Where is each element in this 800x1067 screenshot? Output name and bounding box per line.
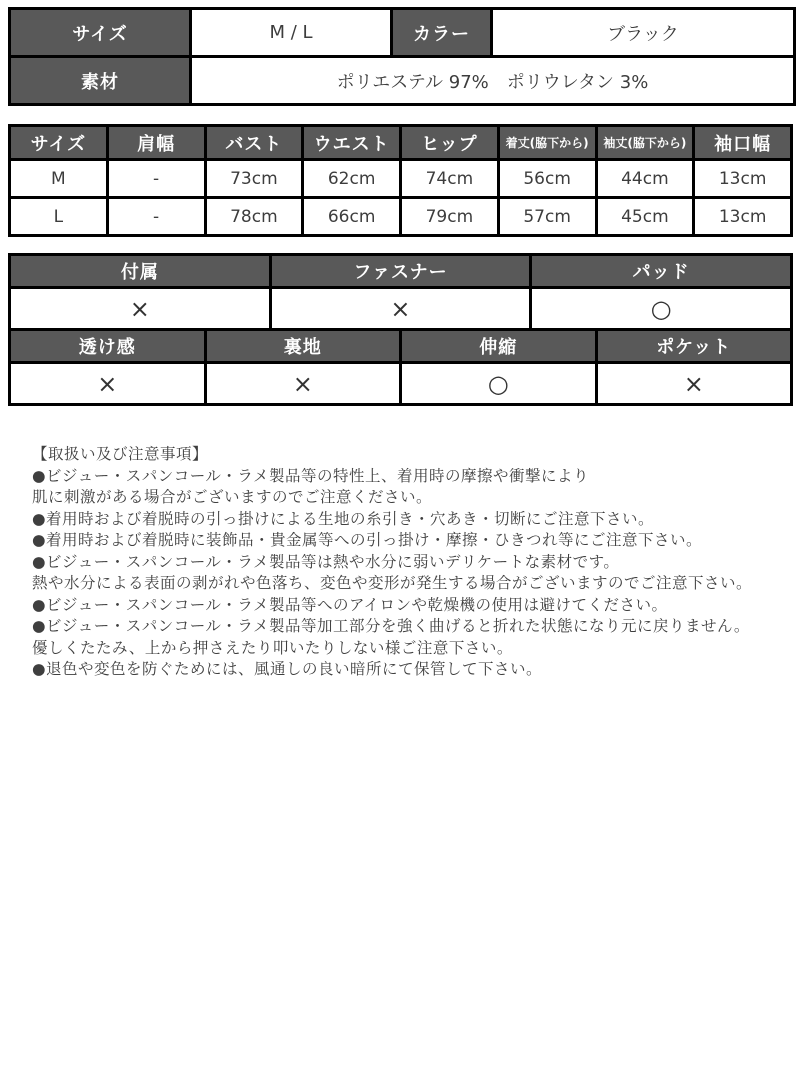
meas-l-cuff: 13cm — [694, 198, 792, 236]
note-line: ●着用時および着脱時に装飾品・貴金属等への引っ掛け・摩擦・ひきつれ等にご注意下さい。 — [32, 531, 703, 549]
feat-header-stretch: 伸縮 — [401, 330, 597, 363]
features-table-b — [8, 328, 793, 406]
features-table-a — [8, 253, 793, 331]
color-value-cell: ブラック — [492, 9, 795, 57]
feat-header-pocket: ポケット — [596, 330, 792, 363]
meas-header-size: サイズ — [10, 126, 108, 160]
note-line: ●退色や変色を防ぐためには、風通しの良い暗所にて保管して下さい。 — [32, 660, 543, 678]
note-line: ●ビジュー・スパンコール・ラメ製品等の特性上、着用時の摩擦や衝撃により — [32, 466, 589, 485]
meas-m-waist: 62cm — [303, 160, 401, 198]
note-line: 肌に刺激がある場合がございますのでご注意ください。 — [32, 488, 433, 506]
notes-title: 【取扱い及び注意事項】 — [32, 445, 209, 463]
feat-header-sheerness: 透け感 — [10, 330, 206, 363]
meas-header-bust: バスト — [205, 126, 303, 160]
material-label-cell: 素材 — [10, 57, 191, 105]
feat-header-accessory: 付属 — [10, 255, 271, 288]
meas-m-hip: 74cm — [401, 160, 499, 198]
meas-l-size: L — [10, 198, 108, 236]
meas-header-length: 着丈(脇下から) — [498, 126, 596, 160]
meas-m-bust: 73cm — [205, 160, 303, 198]
color-label-cell: カラー — [392, 9, 492, 57]
meas-header-hip: ヒップ — [401, 126, 499, 160]
feat-value-fastener: × — [270, 288, 531, 330]
feat-value-pad: ○ — [531, 288, 792, 330]
meas-m-size: M — [10, 160, 108, 198]
note-line: ●ビジュー・スパンコール・ラメ製品等は熱や水分に弱いデリケートな素材です。 — [32, 552, 620, 571]
meas-m-cuff: 13cm — [694, 160, 792, 198]
meas-header-sleeve: 袖丈(脇下から) — [596, 126, 694, 160]
material-value-cell: ポリエステル 97% ポリウレタン 3% — [191, 57, 795, 105]
measurement-row-l — [10, 198, 792, 236]
meas-m-sleeve: 44cm — [596, 160, 694, 198]
meas-l-sleeve: 45cm — [596, 198, 694, 236]
feat-header-pad: パッド — [531, 255, 792, 288]
meas-l-length: 57cm — [498, 198, 596, 236]
note-line: ●着用時および着脱時の引っ掛けによる生地の糸引き・穴あき・切断にご注意下さい。 — [32, 509, 655, 528]
meas-l-shoulder: - — [107, 198, 205, 236]
feat-value-stretch: ○ — [401, 363, 597, 405]
size-value-cell: M / L — [191, 9, 392, 57]
note-line: 熱や水分による表面の剥がれや色落ち、変色や変形が発生する場合がございますのでご注意下さい。 — [32, 574, 753, 592]
measurements-table — [8, 124, 793, 237]
meas-header-cuff: 袖口幅 — [694, 126, 792, 160]
notes-section — [32, 444, 800, 681]
measurement-row-m — [10, 160, 792, 198]
note-line: ●ビジュー・スパンコール・ラメ製品等へのアイロンや乾燥機の使用は避けてください。 — [32, 595, 668, 614]
meas-l-waist: 66cm — [303, 198, 401, 236]
note-line: ●ビジュー・スパンコール・ラメ製品等加工部分を強く曲げると折れた状態になり元に戻りません。 — [32, 617, 750, 635]
note-line: 優しくたたみ、上から押さえたり叩いたりしない様ご注意下さい。 — [32, 638, 513, 657]
feat-header-fastener: ファスナー — [270, 255, 531, 288]
feat-value-lining: × — [205, 363, 401, 405]
size-label-cell: サイズ — [10, 9, 191, 57]
spec-table — [8, 7, 796, 106]
feat-value-sheerness: × — [10, 363, 206, 405]
feat-header-lining: 裏地 — [205, 330, 401, 363]
feat-value-pocket: × — [596, 363, 792, 405]
meas-m-shoulder: - — [107, 160, 205, 198]
meas-m-length: 56cm — [498, 160, 596, 198]
meas-header-waist: ウエスト — [303, 126, 401, 160]
meas-header-shoulder: 肩幅 — [107, 126, 205, 160]
feat-value-accessory: × — [10, 288, 271, 330]
meas-l-bust: 78cm — [205, 198, 303, 236]
meas-l-hip: 79cm — [401, 198, 499, 236]
